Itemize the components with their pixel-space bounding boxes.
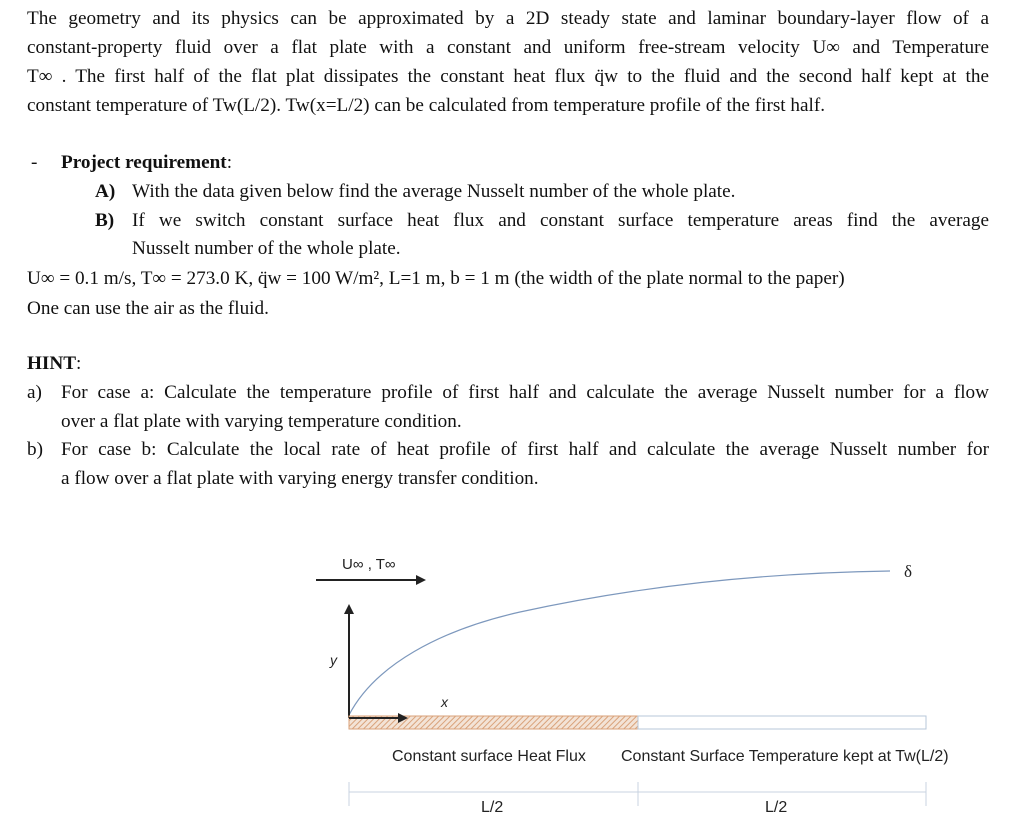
hint-colon: : (76, 353, 82, 374)
half-length-label-left: L/2 (481, 799, 504, 816)
hint-text-b-2: a flow over a flat plate with varying energy transfer condition. (61, 468, 539, 489)
requirement-text-a: With the data given below find the average Nusselt number of the whole plate. (132, 181, 736, 202)
requirement-text-b-1: If we switch constant surface heat flux and constant surface temperature areas find the average (132, 210, 989, 231)
requirement-bullet: - (31, 152, 38, 173)
requirement-heading: Project requirement (61, 152, 227, 173)
hint-heading: HINT (27, 353, 77, 374)
hint-marker-a: a) (27, 382, 42, 403)
y-axis-label: y (330, 652, 337, 668)
y-axis-arrow-head (344, 604, 354, 614)
intro-line-2: constant-property fluid over a flat plate with a constant and uniform free-stream velocity U∞ and Temperature (27, 37, 989, 58)
hint-text-a-1: For case a: Calculate the temperature profile of first half and calculate the average Nusselt number for a flow (61, 382, 989, 403)
intro-line-1: The geometry and its physics can be approximated by a 2D steady state and laminar boundary-layer flow of a (27, 8, 989, 29)
requirement-colon: : (226, 152, 233, 173)
freestream-arrow-head (416, 575, 426, 585)
intro-line-3: T∞ . The first half of the flat plat dissipates the constant heat flux q̈w to the fluid and the second half kept at the (27, 66, 989, 87)
hint-text-a-2: over a flat plate with varying temperature condition. (61, 411, 462, 432)
freestream-label: U∞ , T∞ (342, 556, 396, 573)
x-axis-label: x (441, 694, 448, 710)
temperature-plate-section (638, 716, 926, 729)
delta-label: δ (904, 562, 913, 581)
requirement-marker-b: B) (95, 210, 115, 231)
heat-flux-label: Constant surface Heat Flux (392, 748, 586, 765)
requirement-marker-a: A) (95, 181, 116, 202)
given-fluid: One can use the air as the fluid. (27, 298, 269, 319)
half-length-label-right: L/2 (765, 799, 788, 816)
requirement-text-b-2: Nusselt number of the whole plate. (132, 238, 401, 259)
hint-text-b-1: For case b: Calculate the local rate of heat profile of first half and calculate the average Nusselt number for (61, 439, 989, 460)
intro-line-4: constant temperature of Tw(L/2). Tw(x=L/2) can be calculated from temperature profile of the first half. (27, 95, 826, 116)
temperature-label: Constant Surface Temperature kept at Tw(L/2) (621, 748, 949, 765)
boundary-layer-curve (349, 571, 890, 715)
hint-marker-b: b) (27, 439, 43, 460)
given-values: U∞ = 0.1 m/s, T∞ = 273.0 K, q̈w = 100 W/m², L=1 m, b = 1 m (the width of the plate normal to the paper) (27, 268, 845, 289)
